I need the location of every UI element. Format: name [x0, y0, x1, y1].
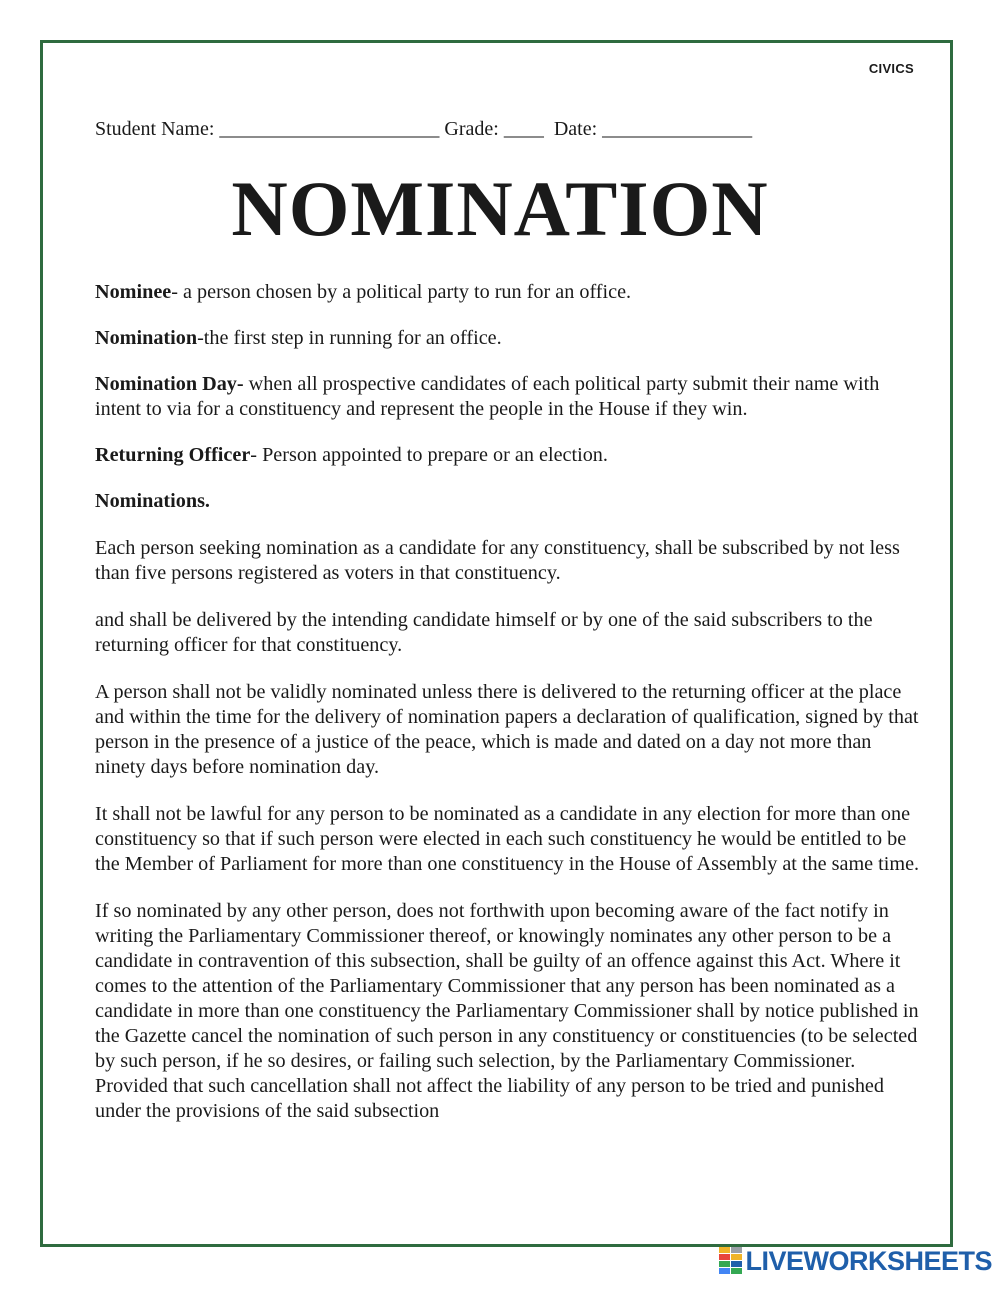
brand-name: LIVEWORKSHEETS	[745, 1245, 992, 1276]
paragraph: and shall be delivered by the intending candidate himself or by one of the said subscribers to the returning officer for that constituency.	[95, 609, 873, 656]
subject-label: CIVICS	[868, 61, 914, 76]
definition-term: Returning Officer	[95, 444, 251, 466]
worksheet-body	[95, 280, 925, 1146]
paragraph: It shall not be lawful for any person to be nominated as a candidate in any election for more than one constituency so that if such person were elected in each such constituency he would be entitled to be the Member of Parliament for more than one constituency in the House of Assembly at the same time.	[95, 803, 920, 875]
definition-returning-officer	[95, 443, 925, 468]
section-heading	[95, 489, 925, 514]
section-heading-text: Nominations.	[95, 490, 210, 512]
student-info-line: Student Name: ______________________ Grade: ____ Date: _______________	[95, 118, 753, 140]
paragraph: Each person seeking nomination as a candidate for any constituency, shall be subscribed by not less than five persons registered as voters in that constituency.	[95, 537, 900, 584]
paragraph: If so nominated by any other person, does not forthwith upon becoming aware of the fact notify in writing the Parliamentary Commissioner thereof, or knowingly nominates any other person to be a candidate in contravention of this subsection, shall be guilty of an offence against this Act. Where it comes to the attention of the Parliamentary Commissioner that any person has been nominated as a candidate in more than one constituency the Parliamentary Commissioner shall by notice published in the Gazette cancel the nomination of such person in any constituency or constituencies (to be selected by such person, if he so desires, or failing such selection, by the Parliamentary Commissioner. Provided that such cancellation shall not affect the liability of any person to be tried and punished under the provisions of the said subsection	[95, 900, 919, 1122]
definition-term: Nominee	[95, 281, 172, 303]
definition-nomination	[95, 326, 925, 351]
definition-text: - a person chosen by a political party to run for an office.	[171, 281, 632, 303]
page-title: NOMINATION	[231, 165, 769, 252]
definition-nominee	[95, 280, 925, 305]
paragraph: A person shall not be validly nominated unless there is delivered to the returning officer at the place and within the time for the delivery of nomination papers a declaration of qualification, signed by that person in the presence of a justice of the peace, which is made and dated on a day not more than ninety days before nomination day.	[95, 681, 919, 778]
definition-term: Nomination Day-	[95, 373, 244, 395]
brand-watermark	[719, 1247, 992, 1275]
definition-text: - Person appointed to prepare or an election.	[250, 444, 608, 466]
definition-nomination-day	[95, 372, 925, 422]
definition-text: when all prospective candidates of each political party submit their name with intent to via for a constituency and represent the people in the House if they win.	[95, 373, 880, 420]
definition-term: Nomination	[95, 327, 198, 349]
liveworksheets-logo-icon	[719, 1247, 743, 1275]
definition-text: -the first step in running for an office.	[197, 327, 502, 349]
